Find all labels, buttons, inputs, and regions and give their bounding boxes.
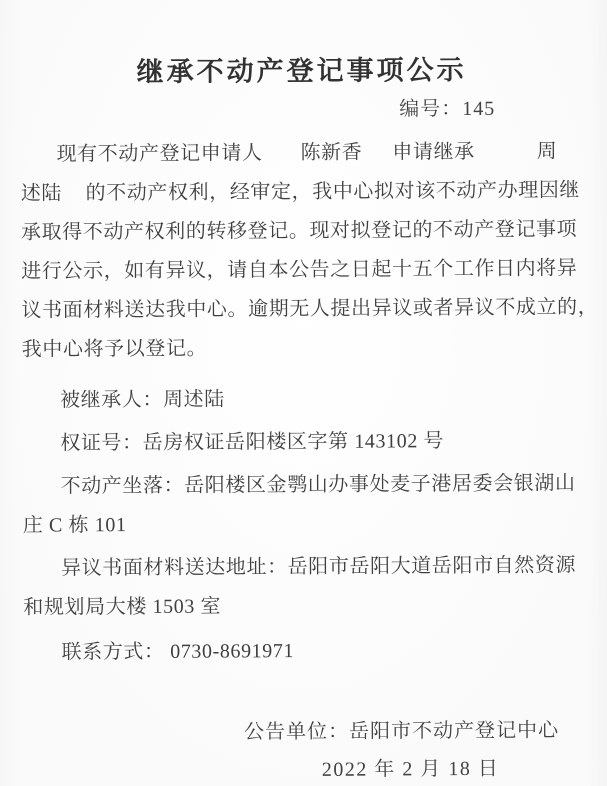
issuing-unit: 公告单位：岳阳市不动产登记中心 xyxy=(244,719,560,744)
intro-line-5: 议书面材料送达我中心。逾期无人提出异议或者异议不成立的， xyxy=(21,296,599,322)
document-number-line xyxy=(20,90,583,129)
intro-line-4: 进行公示，如有异议，请自本公告之日起十五个工作日内将异 xyxy=(21,257,578,283)
document-number-label: 编号： xyxy=(399,98,463,121)
field-objection-delivery-address xyxy=(23,546,586,627)
intro-line-3: 承取得不动产权利的转移登记。现对拟登记的不动产登记事项 xyxy=(20,218,578,244)
applicant-name: 陈新香 xyxy=(300,141,363,165)
field-contact xyxy=(23,630,586,672)
intro-verb-text: 申请继承 xyxy=(392,140,475,164)
field-decedent-line: 被继承人：周述陆 xyxy=(59,388,225,412)
intro-paragraph xyxy=(20,132,599,369)
intro-line-2-text: 的不动产权利，经审定，我中心拟对该不动产办理因继 xyxy=(85,179,581,205)
field-contact-line: 联系方式： 0730-8691971 xyxy=(61,640,295,664)
field-certificate-number xyxy=(22,421,585,463)
field-decedent xyxy=(22,378,585,420)
field-certificate-number-line: 权证号：岳房权证岳阳楼区字第 143102 号 xyxy=(60,430,445,455)
field-property-location xyxy=(22,464,585,545)
field-property-location-line-2: 庄 C 栋 101 xyxy=(22,514,127,537)
document-footer xyxy=(24,711,587,786)
issue-date: 2022 年 2 月 18 日 xyxy=(321,757,500,781)
document-number-value: 145 xyxy=(462,97,496,121)
intro-line-6: 我中心将予以登记。 xyxy=(21,337,208,361)
field-property-location-line-1: 不动产坐落：岳阳楼区金鹗山办事处麦子港居委会银湖山 xyxy=(60,472,576,498)
intro-line-1 xyxy=(20,132,583,174)
intro-lead-text: 现有不动产登记申请人 xyxy=(56,142,263,166)
decedent-name-part1: 周 xyxy=(536,140,558,163)
intro-line-2 xyxy=(21,171,584,213)
field-objection-address-line-1: 异议书面材料送达地址：岳阳市岳阳大道岳阳市自然资源 xyxy=(61,554,577,580)
field-objection-address-line-2: 和规划局大楼 1503 室 xyxy=(23,595,222,619)
decedent-name-part2: 述陆 xyxy=(20,182,63,205)
document-title: 继承不动产登记事项公示 xyxy=(136,54,467,88)
detail-fields xyxy=(22,378,587,672)
